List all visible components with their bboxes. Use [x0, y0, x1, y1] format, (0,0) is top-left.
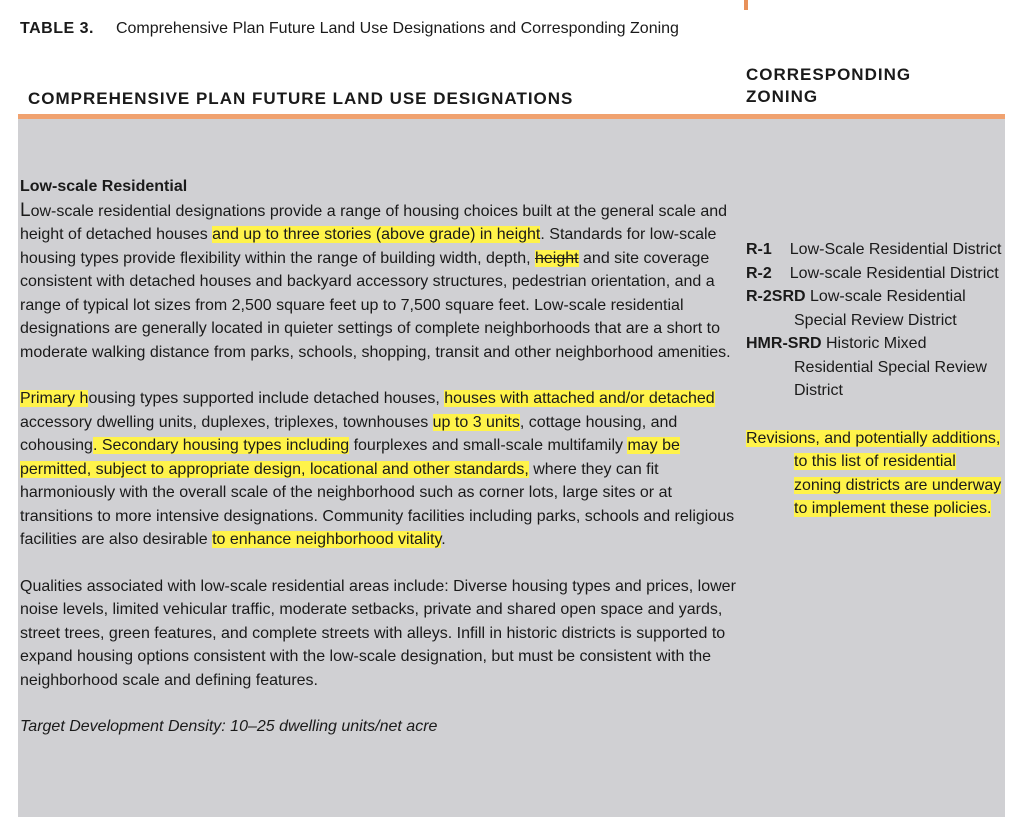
paragraph-gap [20, 364, 745, 387]
highlight-run: Primary h [20, 390, 89, 407]
zoning-description: Historic Mixed Residential Special Review District [794, 335, 987, 399]
right-column-header-line1: CORRESPONDING [746, 65, 912, 84]
table-title: Comprehensive Plan Future Land Use Designations and Corresponding Zoning [115, 20, 679, 37]
table-caption [20, 20, 679, 38]
highlight-run: up to 3 units [432, 413, 520, 431]
struck-text: height [534, 249, 579, 267]
zoning-item [746, 262, 1004, 286]
revisions-note [746, 427, 1004, 521]
text-run: . [441, 531, 446, 548]
text-run: ow-scale residential designations provide a range of housing choices built at the general scale and height of detached houses [20, 202, 728, 243]
highlight-run: may be permitted, subject to appropriate design, locational and other standards, [20, 437, 680, 478]
designation-paragraph-1 [20, 199, 745, 365]
zoning-item [746, 285, 1004, 332]
zoning-item [746, 238, 1004, 262]
text-run: fourplexes and small-scale multifamily [349, 437, 628, 454]
highlight-run: to enhance neighborhood vitality [212, 531, 442, 548]
revisions-note-text: Revisions, and potentially additions, to this list of residential zoning districts are underway to implement these policies. [746, 429, 1002, 517]
table-label: TABLE 3. [20, 20, 94, 37]
target-density: Target Development Density: 10–25 dwelling units/net acre [20, 718, 438, 735]
text-run: ousing types supported include detached houses, [88, 390, 445, 407]
paragraph-gap [20, 552, 745, 575]
right-column-header [746, 64, 911, 108]
text-run: and site coverage consistent with detached houses and backyard accessory structures, pedestrian orientation, and a range of typical lot sizes from 2,500 square feet up to 7,500 square feet. Low-scale residential designations are generally located in quieter settings of complete neighborhoods that are a short to moderate walking distance from parks, schools, shopping, transit and other neighborhood amenities. [20, 249, 731, 361]
text-run: . Standards for low-scale housing types provide flexibility within the range of building width, depth, [20, 226, 717, 267]
designation-column [20, 175, 745, 739]
left-column-header: COMPREHENSIVE PLAN FUTURE LAND USE DESIGNATIONS [28, 89, 574, 108]
dropcap-letter: L [20, 199, 31, 221]
designation-heading: Low-scale Residential [20, 178, 188, 195]
zoning-code: HMR-SRD [746, 335, 822, 352]
text-run: accessory dwelling units, duplexes, triplexes, townhouses [20, 413, 433, 431]
paragraph-gap [20, 692, 745, 715]
zoning-description: Low-Scale Residential District [789, 241, 1002, 258]
right-column-header-line2: ZONING [746, 87, 819, 106]
designation-paragraph-2 [20, 387, 745, 552]
highlight-run: houses with attached and/or detached [444, 390, 715, 407]
zoning-code: R-2 [746, 264, 772, 282]
zoning-description: Low-scale Residential Special Review District [794, 288, 966, 329]
zoning-code: R-2SRD [746, 288, 806, 305]
text-run: where they can fit harmoniously with the overall scale of the neighborhood such as corner lots, large sites or at transitions to more intensive designations. Community facilities including parks, schools and religious facilities are also desirable [20, 460, 735, 548]
zoning-column [746, 238, 1004, 521]
zoning-item [746, 332, 1004, 403]
highlight-run: and up to three stories (above grade) in height [212, 226, 541, 243]
zoning-code: R-1 [746, 241, 772, 258]
zoning-description: Low-scale Residential District [789, 264, 999, 282]
highlight-run: . Secondary housing types including [92, 437, 350, 454]
header-accent-tick [744, 0, 748, 10]
text-run: , cottage housing, and cohousing [20, 413, 678, 454]
designation-paragraph-3: Qualities associated with low-scale residential areas include: Diverse housing types and prices, lower noise levels, limited vehicular traffic, moderate setbacks, private and shared open space and yards, street trees, green features, and complete streets with alleys. Infill in historic districts is supported to expand housing options consistent with the low-scale designation, but must be consistent with the neighborhood scale and defining features. [20, 577, 736, 689]
